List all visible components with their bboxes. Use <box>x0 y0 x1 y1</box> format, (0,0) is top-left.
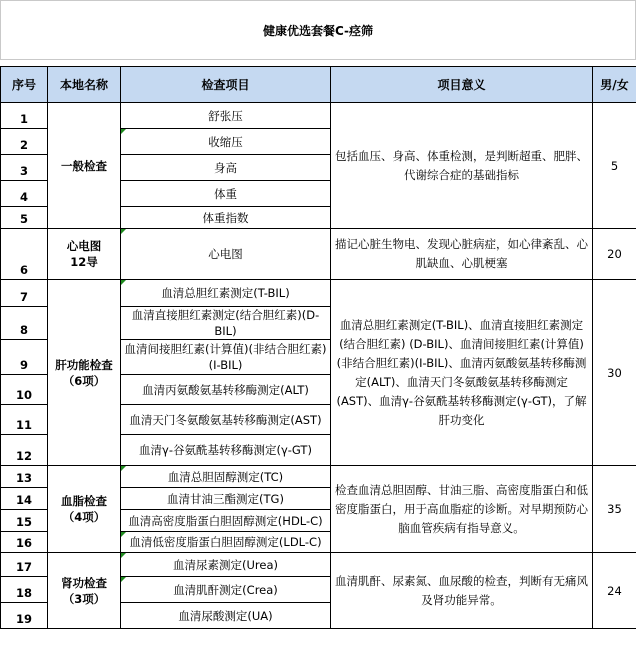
row-number: 5 <box>1 207 48 229</box>
row-number: 12 <box>1 435 48 466</box>
gender-count: 24 <box>593 553 636 629</box>
item-meaning: 检查血清总胆固醇、甘油三脂、高密度脂蛋白和低密度脂蛋白，用于高血脂症的诊断。对早期预防心脑血管疾病有指导意义。 <box>331 466 593 553</box>
exam-item: 身高 <box>121 155 331 181</box>
category-name-line: （4项） <box>62 510 106 524</box>
table-row <box>1 280 636 307</box>
row-number: 7 <box>1 280 48 307</box>
gender-count: 5 <box>593 103 636 229</box>
row-number: 19 <box>1 603 48 629</box>
exam-item: 血清γ-谷氨酰基转移酶测定(γ-GT) <box>121 435 331 466</box>
table-row <box>1 466 636 488</box>
exam-item: 血清尿酸测定(UA) <box>121 603 331 629</box>
exam-item: 体重 <box>121 181 331 207</box>
row-number: 9 <box>1 340 48 375</box>
category-name <box>48 553 121 629</box>
category-name-line: 心电图 <box>66 239 102 253</box>
row-number: 15 <box>1 510 48 532</box>
sheet-title: 健康优选套餐C-痉筛 <box>0 0 636 60</box>
row-number: 2 <box>1 129 48 155</box>
gender-count: 30 <box>593 280 636 466</box>
exam-item: 血清肌酐测定(Crea) <box>121 577 331 603</box>
category-name-line: 血脂检查 <box>61 494 107 508</box>
table-row <box>1 553 636 577</box>
exam-item: 收缩压 <box>121 129 331 155</box>
gender-count: 20 <box>593 229 636 280</box>
row-number: 1 <box>1 103 48 129</box>
exam-item: 血清高密度脂蛋白胆固醇测定(HDL-C) <box>121 510 331 532</box>
row-number: 13 <box>1 466 48 488</box>
row-number: 11 <box>1 405 48 435</box>
row-number: 14 <box>1 488 48 510</box>
category-name-line: 一般检查 <box>61 158 107 173</box>
exam-table <box>0 66 636 629</box>
exam-item: 血清天门冬氨酸氨基转移酶测定(AST) <box>121 405 331 435</box>
row-number: 18 <box>1 577 48 603</box>
row-number: 4 <box>1 181 48 207</box>
category-name-line: 12导 <box>70 255 98 269</box>
exam-item: 血清总胆红素测定(T-BIL) <box>121 280 331 307</box>
exam-item: 体重指数 <box>121 207 331 229</box>
exam-item: 血清甘油三酯测定(TG) <box>121 488 331 510</box>
table-row <box>1 103 636 129</box>
exam-item: 舒张压 <box>121 103 331 129</box>
category-name <box>48 229 121 280</box>
category-name-line: （3项） <box>62 591 106 606</box>
row-number: 17 <box>1 553 48 577</box>
row-number: 6 <box>1 229 48 280</box>
category-name-line: （6项） <box>62 373 106 388</box>
row-number: 16 <box>1 532 48 553</box>
exam-item: 血清低密度脂蛋白胆固醇测定(LDL-C) <box>121 532 331 553</box>
table-body <box>1 103 636 629</box>
category-name <box>48 466 121 553</box>
exam-item: 血清总胆固醇测定(TC) <box>121 466 331 488</box>
header-num: 序号 <box>1 67 48 103</box>
header-gender: 男/女 <box>593 67 636 103</box>
header-item: 检查项目 <box>121 67 331 103</box>
category-name-line: 肝功能检查 <box>55 357 113 372</box>
category-name <box>48 280 121 466</box>
row-number: 3 <box>1 155 48 181</box>
item-meaning: 描记心脏生物电、发现心脏病症，如心律紊乱、心肌缺血、心肌梗塞 <box>331 229 593 280</box>
exam-item: 心电图 <box>121 229 331 280</box>
table-row <box>1 229 636 280</box>
category-name <box>48 103 121 229</box>
gender-count: 35 <box>593 466 636 553</box>
row-number: 8 <box>1 307 48 340</box>
exam-item: 血清丙氨酸氨基转移酶测定(ALT) <box>121 375 331 405</box>
item-meaning: 血清总胆红素测定(T-BIL)、血清直接胆红素测定(结合胆红素) (D-BIL)、血清间接胆红素(计算值)(非结合胆红素)(I-BIL)、血清丙氨酸氨基转移酶测定(ALT)、血清天门冬氨酸氨基转移酶测定(AST)、血清γ-谷氨酰基转移酶测定(γ-GT)，了解肝功变化 <box>331 280 593 466</box>
item-meaning: 包括血压、身高、体重检测，是判断超重、肥胖、代谢综合症的基础指标 <box>331 103 593 229</box>
row-number: 10 <box>1 375 48 405</box>
header-row <box>1 67 636 103</box>
exam-item: 血清尿素测定(Urea) <box>121 553 331 577</box>
item-meaning: 血清肌酐、尿素氮、血尿酸的检查，判断有无痛风及肾功能异常。 <box>331 553 593 629</box>
header-name: 本地名称 <box>48 67 121 103</box>
exam-item: 血清直接胆红素测定(结合胆红素)(D-BIL) <box>121 307 331 340</box>
category-name-line: 肾功检查 <box>61 575 107 590</box>
header-meaning: 项目意义 <box>331 67 593 103</box>
exam-item: 血清间接胆红素(计算值)(非结合胆红素)(I-BIL) <box>121 340 331 375</box>
